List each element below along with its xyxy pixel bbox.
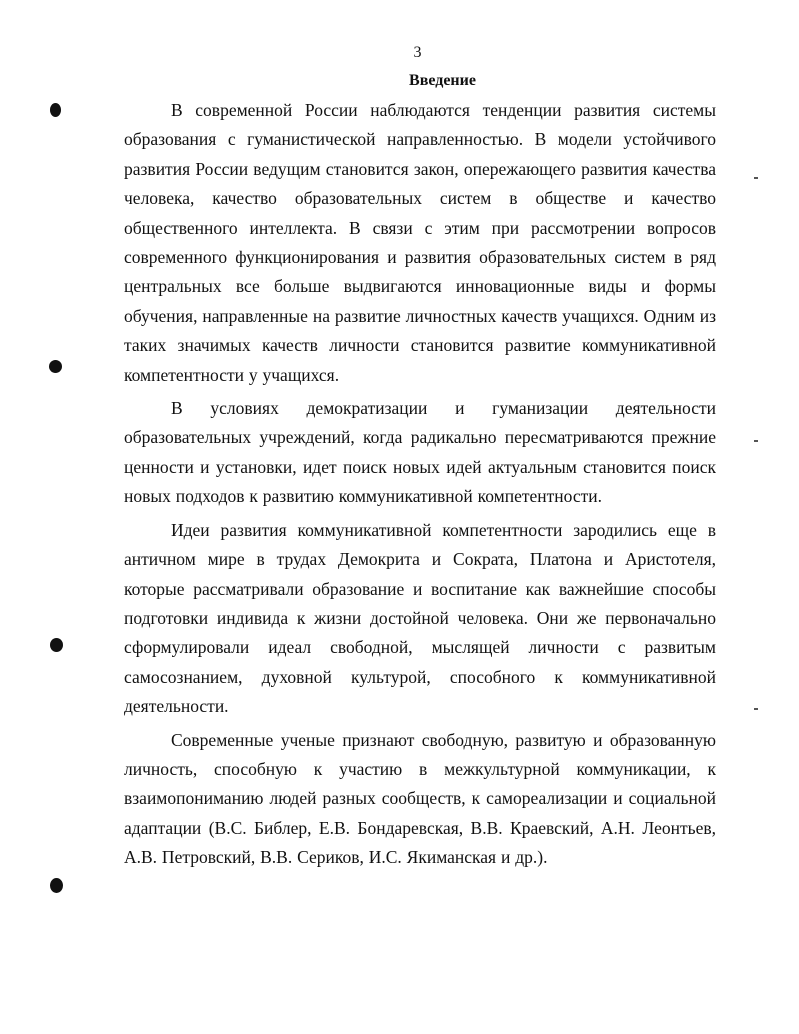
scan-mark-4	[50, 878, 63, 893]
scan-speck-3	[754, 708, 758, 710]
scan-speck-2	[754, 440, 758, 442]
scan-mark-1	[50, 103, 61, 117]
section-heading: Введение	[409, 72, 476, 89]
scan-mark-3	[50, 638, 63, 652]
paragraph-4: Современные ученые признают свободную, развитую и образованную личность, способную к участию в межкультурной коммуникации, к взаимопониманию людей разных сообществ, к самореализации и социальной адаптации (В.С. Библер, Е.В. Бондаревская, В.В. Краевский, А.Н. Леонтьев, А.В. Петровский, В.В. Сериков, И.С. Якиманская и др.).	[124, 729, 716, 868]
scan-speck-1	[754, 177, 758, 179]
page-number: 3	[413, 44, 422, 61]
scan-mark-2	[49, 360, 62, 373]
paragraph-1: В современной России наблюдаются тенденции развития системы образования с гуманистической направленностью. В модели устойчивого развития России ведущим становится закон, опережающего развития качества человека, качество образовательных систем в обществе и качество общественного интеллекта. В связи с этим при рассмотрении вопросов современного функционирования и развития образовательных систем в ряд центральных все больше выдвигаются инновационные виды и формы обучения, направленные на развитие личностных качеств учащихся. Одним из таких значимых качеств личности становится развитие коммуникативной компетентности у учащихся.	[124, 100, 716, 385]
body-text	[124, 96, 716, 877]
paragraph-3: Идеи развития коммуникативной компетентности зародились еще в античном мире в трудах Демокрита и Сократа, Платона и Аристотеля, которые рассматривали образование и воспитание как важнейшие способы подготовки индивида к жизни достойной человека. Они же первоначально сформулировали идеал свободной, мыслящей личности с развитым самосознанием, духовной культурой, способного к коммуникативной деятельности.	[124, 519, 716, 717]
paragraph-2: В условиях демократизации и гуманизации деятельности образовательных учреждений, когда радикально пересматриваются прежние ценности и установки, идет поиск новых идей актуальным становится поиск новых подходов к развитию коммуникативной компетентности.	[124, 398, 716, 507]
